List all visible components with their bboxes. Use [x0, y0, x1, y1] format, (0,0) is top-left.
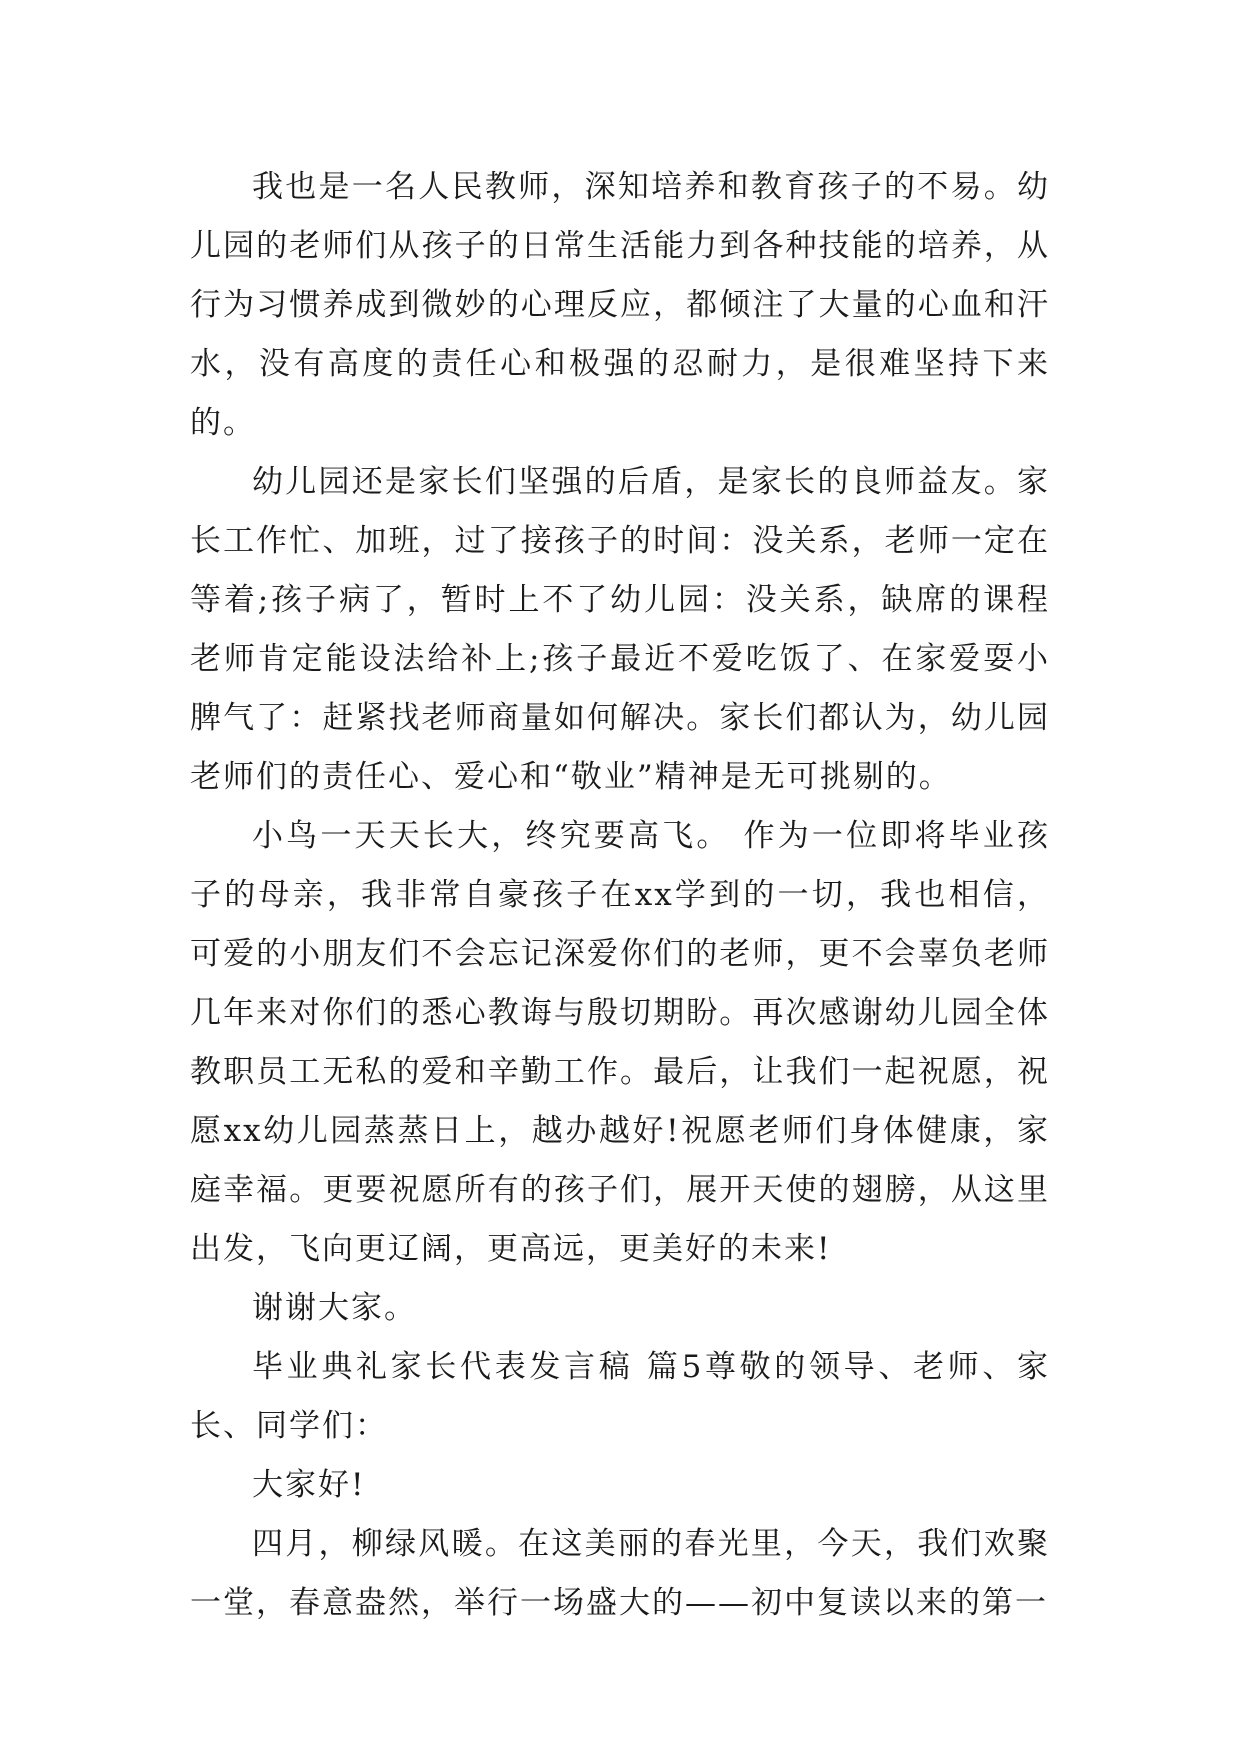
paragraph-section-heading: 毕业典礼家长代表发言稿 篇5尊敬的领导、老师、家长、同学们： — [190, 1349, 1050, 1444]
document-body — [190, 158, 1050, 1633]
paragraph-parents-support: 幼儿园还是家长们坚强的后盾，是家长的良师益友。家长工作忙、加班，过了接孩子的时间：没关系，老师一定在等着;孩子病了，暂时上不了幼儿园：没关系，缺席的课程老师肯定能设法给补上;孩子最近不爱吃饭了、在家爱耍小脾气了：赶紧找老师商量如何解决。家长们都认为，幼儿园老师们的责任心、爱心和“敬业”精神是无可挑剔的。 — [190, 464, 1050, 795]
paragraph-greeting: 大家好! — [252, 1467, 366, 1503]
paragraph-graduation-wishes: 小鸟一天天长大，终究要高飞。 作为一位即将毕业孩子的母亲，我非常自豪孩子在xx学到的一切，我也相信，可爱的小朋友们不会忘记深爱你们的老师，更不会辜负老师几年来对你们的悉心教诲与殷切期盼。再次感谢幼儿园全体教职员工无私的爱和辛勤工作。最后，让我们一起祝愿，祝愿xx幼儿园蒸蒸日上，越办越好!祝愿老师们身体健康，家庭幸福。更要祝愿所有的孩子们，展开天使的翅膀，从这里出发，飞向更辽阔，更高远，更美好的未来! — [190, 818, 1050, 1267]
paragraph-thanks: 谢谢大家。 — [252, 1290, 417, 1326]
paragraph-april-opening: 四月，柳绿风暖。在这美丽的春光里，今天，我们欢聚一堂，春意盎然，举行一场盛大的——初中复读以来的第一 — [190, 1526, 1050, 1621]
paragraph-teacher-gratitude: 我也是一名人民教师，深知培养和教育孩子的不易。幼儿园的老师们从孩子的日常生活能力到各种技能的培养，从行为习惯养成到微妙的心理反应，都倾注了大量的心血和汗水，没有高度的责任心和极强的忍耐力，是很难坚持下来的。 — [190, 169, 1050, 441]
